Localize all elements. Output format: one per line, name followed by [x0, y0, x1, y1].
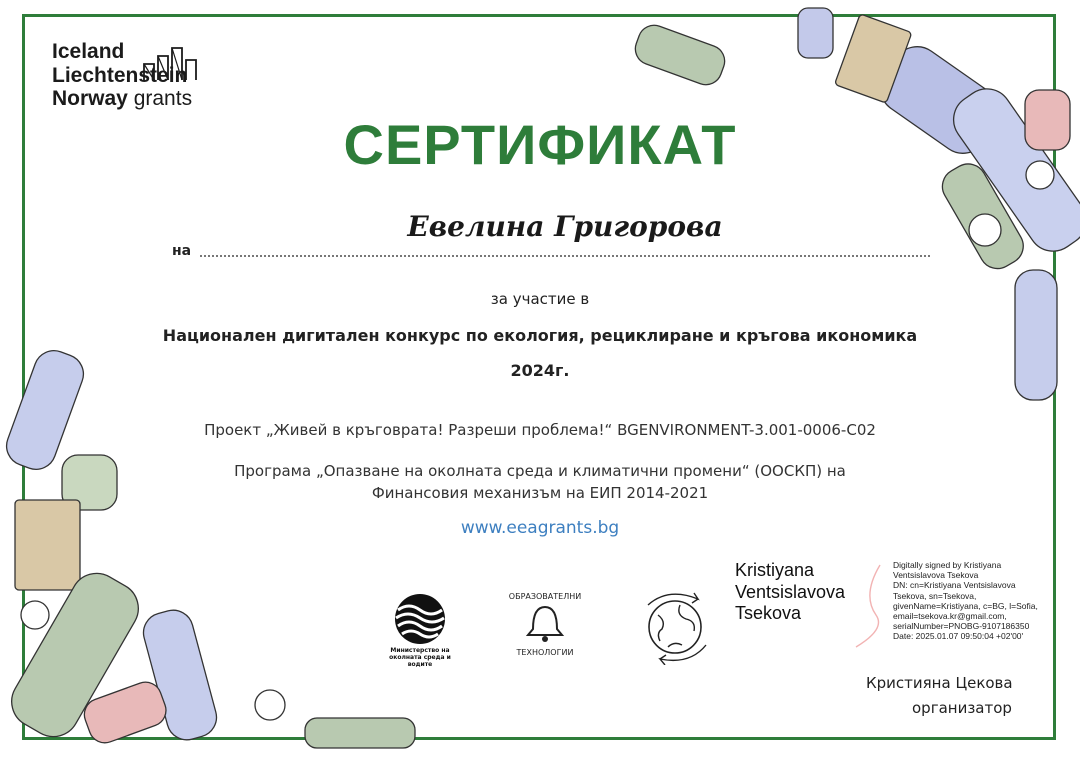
glass-bottle-icon — [305, 718, 415, 748]
program-line-1: Програма „Опазване на околната среда и климатични промени“ (ООСКП) на — [234, 462, 846, 480]
participation-text: за участие в — [490, 290, 590, 308]
glass-bottle-icon — [631, 21, 729, 89]
organizer-role: организатор — [912, 699, 1012, 717]
signer-name: Kristiyana Ventsislavova Tsekova — [735, 560, 846, 624]
edu-text-top: ОБРАЗОВАТЕЛНИ — [508, 592, 582, 601]
ministry-waves-icon — [390, 592, 450, 647]
digital-signature-details: Digitally signed by Kristiyana Ventsislavova Tsekova DN: cn=Kristiyana Ventsislavova Tsekova, sn=Tsekova, givenName=Kristiyana, c=BG, l=Sofia, email=tsekova.kr@gmail.com, serialNumber=PNOBG-9107186350 Date: 2025.01.07 09:50:04 +02'00' — [893, 560, 1038, 642]
recipient-name: Евелина Григорова — [407, 210, 723, 243]
contest-year: 2024г. — [510, 361, 570, 380]
program-text — [0, 461, 1080, 505]
logo-line-liechtenstein: Liechtenstein — [52, 63, 188, 87]
recipient-dotted-line — [200, 255, 930, 257]
program-line-2: Финансовия механизъм на ЕИП 2014-2021 — [371, 483, 709, 502]
paper-bag-icon — [15, 500, 80, 590]
globe-icon — [649, 601, 701, 653]
contest-name: Национален дигитален конкурс по екология, рециклиране и кръгова икономика — [162, 326, 918, 345]
educational-technologies-logo — [500, 585, 590, 660]
edu-text-bottom: ТЕХНОЛОГИИ — [516, 648, 574, 657]
recycle-arrow-icon — [660, 645, 706, 665]
ministry-logo — [380, 592, 460, 668]
can-icon — [798, 8, 833, 58]
certificate-title: СЕРТИФИКАТ — [343, 113, 737, 176]
recipient-prefix: на — [172, 243, 192, 259]
ministry-caption: Министерство на околната среда и водите — [389, 647, 451, 668]
logo-line-norway: Norway grants — [52, 87, 193, 111]
logo-line-iceland: Iceland — [52, 40, 125, 63]
crumpled-paper-icon — [21, 601, 49, 629]
organizer-name: Кристияна Цекова — [866, 674, 1013, 692]
project-text: Проект „Живей в кръговрата! Разреши проблема!“ BGENVIRONMENT-3.001-0006-C02 — [204, 421, 876, 439]
crumpled-paper-icon — [255, 690, 285, 720]
eea-logo-mark-icon — [142, 46, 200, 82]
recycling-globe-logo — [628, 585, 723, 665]
website-link[interactable]: www.eeagrants.bg — [460, 518, 620, 538]
recycle-arrow-icon — [648, 593, 698, 605]
bell-icon — [528, 607, 562, 635]
crumpled-paper-icon — [969, 214, 1001, 246]
